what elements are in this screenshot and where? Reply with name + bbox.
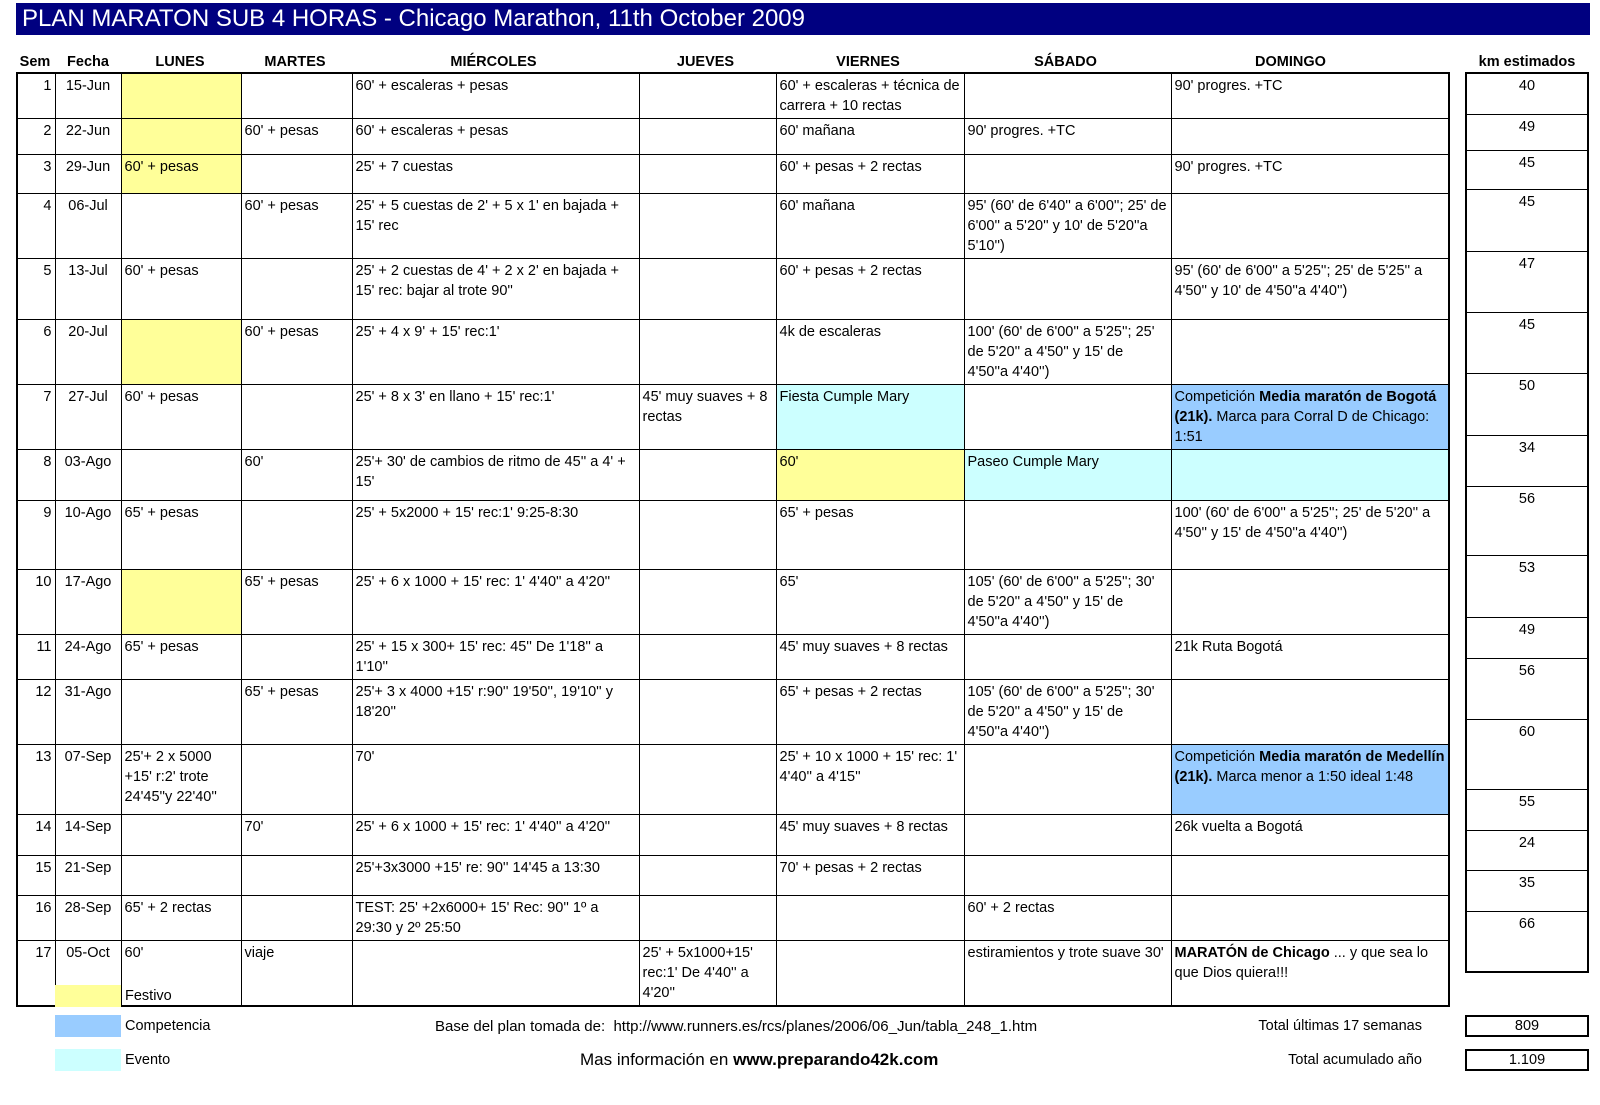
cell-lunes xyxy=(121,450,241,501)
cell-sabado xyxy=(964,385,1171,450)
cell-jueves xyxy=(639,194,776,259)
week-number: 16 xyxy=(17,896,55,941)
week-date: 27-Jul xyxy=(55,385,121,450)
week-date: 29-Jun xyxy=(55,155,121,194)
cell-miercoles: 25'+ 3 x 4000 +15' r:90'' 19'50'', 19'10'' y 18'20'' xyxy=(352,680,639,745)
week-number: 3 xyxy=(17,155,55,194)
cell-viernes: 65' + pesas + 2 rectas xyxy=(776,680,964,745)
marathon-name: MARATÓN de Chicago xyxy=(1174,945,1330,961)
km-estimate-table xyxy=(1465,72,1589,973)
legend-label-festivo: Festivo xyxy=(125,988,172,1004)
cell-jueves xyxy=(639,73,776,119)
cell-sabado: 60' + 2 rectas xyxy=(964,896,1171,941)
week-number: 5 xyxy=(17,259,55,320)
cell-miercoles: 25' + 2 cuestas de 4' + 2 x 2' en bajada + 15' rec: bajar al trote 90'' xyxy=(352,259,639,320)
cell-jueves xyxy=(639,119,776,155)
cell-miercoles: 25' + 5 cuestas de 2' + 5 x 1' en bajada + 15' rec xyxy=(352,194,639,259)
cell-lunes: 65' + 2 rectas xyxy=(121,896,241,941)
cell-jueves xyxy=(639,856,776,896)
table-row xyxy=(17,73,1449,119)
cell-miercoles: 60' + escaleras + pesas xyxy=(352,73,639,119)
week-number: 17 xyxy=(17,941,55,1007)
cell-martes: 65' + pesas xyxy=(241,570,352,635)
plan-source xyxy=(435,1018,1037,1035)
km-value: 55 xyxy=(1466,789,1588,830)
week-date: 21-Sep xyxy=(55,856,121,896)
cell-domingo: 90' progres. +TC xyxy=(1171,155,1449,194)
week-number: 14 xyxy=(17,815,55,856)
table-row xyxy=(17,680,1449,745)
cell-viernes: 60' + pesas + 2 rectas xyxy=(776,155,964,194)
cell-domingo xyxy=(1171,194,1449,259)
week-number: 11 xyxy=(17,635,55,680)
cell-viernes: 65' + pesas xyxy=(776,501,964,570)
cell-lunes xyxy=(121,73,241,119)
cell-martes: 60' + pesas xyxy=(241,194,352,259)
table-row xyxy=(17,856,1449,896)
km-value: 45 xyxy=(1466,189,1588,251)
cell-domingo xyxy=(1171,570,1449,635)
week-number: 10 xyxy=(17,570,55,635)
week-date: 20-Jul xyxy=(55,320,121,385)
table-row xyxy=(17,815,1449,856)
cell-lunes xyxy=(121,856,241,896)
week-date: 03-Ago xyxy=(55,450,121,501)
cell-jueves xyxy=(639,570,776,635)
cell-sabado: 90' progres. +TC xyxy=(964,119,1171,155)
cell-miercoles: 25' + 6 x 1000 + 15' rec: 1' 4'40'' a 4'20'' xyxy=(352,815,639,856)
cell-sabado xyxy=(964,259,1171,320)
table-row xyxy=(17,320,1449,385)
cell-jueves xyxy=(639,155,776,194)
cell-viernes: 60' mañana xyxy=(776,119,964,155)
header-fecha: Fecha xyxy=(67,54,109,70)
more-info-label: Mas información en xyxy=(580,1050,734,1069)
plan-source-label: Base del plan tomada de: xyxy=(435,1018,606,1035)
cell-lunes: 65' + pesas xyxy=(121,635,241,680)
km-value: 56 xyxy=(1466,658,1588,719)
cell-lunes xyxy=(121,570,241,635)
week-date: 05-Oct xyxy=(55,941,121,1007)
competition-prefix: Competición xyxy=(1174,749,1260,765)
cell-domingo: 21k Ruta Bogotá xyxy=(1171,635,1449,680)
cell-domingo xyxy=(1171,856,1449,896)
header-martes: MARTES xyxy=(264,54,326,70)
table-row xyxy=(17,450,1449,501)
cell-lunes: 60' + pesas xyxy=(121,385,241,450)
cell-jueves xyxy=(639,745,776,815)
cell-jueves xyxy=(639,501,776,570)
week-date: 31-Ago xyxy=(55,680,121,745)
cell-viernes: 45' muy suaves + 8 rectas xyxy=(776,635,964,680)
cell-viernes: 70' + pesas + 2 rectas xyxy=(776,856,964,896)
cell-sabado xyxy=(964,745,1171,815)
cell-miercoles: 25' + 8 x 3' en llano + 15' rec:1' xyxy=(352,385,639,450)
table-row xyxy=(17,119,1449,155)
table-row xyxy=(17,194,1449,259)
cell-sabado: 95' (60' de 6'40'' a 6'00''; 25' de 6'00'' a 5'20'' y 10' de 5'20''a 5'10'') xyxy=(964,194,1171,259)
km-value: 49 xyxy=(1466,114,1588,150)
cell-martes: 60' + pesas xyxy=(241,119,352,155)
competition-prefix: Competición xyxy=(1174,389,1260,405)
week-date: 28-Sep xyxy=(55,896,121,941)
km-value: 53 xyxy=(1466,555,1588,617)
cell-lunes xyxy=(121,119,241,155)
cell-lunes xyxy=(121,194,241,259)
legend-swatch-festivo xyxy=(55,985,121,1007)
cell-jueves: 25' + 5x1000+15' rec:1' De 4'40'' a 4'20'' xyxy=(639,941,776,1007)
table-row xyxy=(17,635,1449,680)
cell-miercoles: 25' + 5x2000 + 15' rec:1' 9:25-8:30 xyxy=(352,501,639,570)
total-year-label: Total acumulado año xyxy=(1288,1052,1422,1068)
week-number: 7 xyxy=(17,385,55,450)
cell-sabado xyxy=(964,155,1171,194)
total-17-label: Total últimas 17 semanas xyxy=(1258,1018,1422,1034)
cell-sabado xyxy=(964,73,1171,119)
plan-source-url[interactable]: http://www.runners.es/rcs/planes/2006/06_Jun/tabla_248_1.htm xyxy=(613,1018,1038,1035)
cell-jueves xyxy=(639,896,776,941)
cell-viernes xyxy=(776,896,964,941)
cell-miercoles: 60' + escaleras + pesas xyxy=(352,119,639,155)
cell-sabado: 105' (60' de 6'00'' a 5'25''; 30' de 5'20'' a 4'50'' y 15' de 4'50''a 4'40'') xyxy=(964,570,1171,635)
more-info-site[interactable]: www.preparando42k.com xyxy=(733,1050,939,1069)
cell-martes: 70' xyxy=(241,815,352,856)
cell-martes: 60' + pesas xyxy=(241,320,352,385)
km-value: 45 xyxy=(1466,150,1588,189)
competition-name: Media maratón de Medellín (21k). xyxy=(1174,749,1445,785)
km-value: 56 xyxy=(1466,486,1588,555)
total-year-value: 1.109 xyxy=(1465,1049,1589,1071)
km-value: 35 xyxy=(1466,870,1588,911)
cell-lunes xyxy=(121,320,241,385)
cell-sabado: estiramientos y trote suave 30' xyxy=(964,941,1171,1007)
header-domingo: DOMINGO xyxy=(1255,54,1326,70)
cell-lunes: 65' + pesas xyxy=(121,501,241,570)
km-value: 60 xyxy=(1466,719,1588,789)
cell-miercoles xyxy=(352,941,639,1007)
week-date: 15-Jun xyxy=(55,73,121,119)
week-number: 9 xyxy=(17,501,55,570)
cell-lunes xyxy=(121,680,241,745)
cell-jueves xyxy=(639,320,776,385)
km-value: 24 xyxy=(1466,830,1588,870)
more-info xyxy=(580,1050,938,1070)
cell-viernes: 25' + 10 x 1000 + 15' rec: 1' 4'40'' a 4'15'' xyxy=(776,745,964,815)
cell-martes: viaje xyxy=(241,941,352,1007)
cell-domingo: 100' (60' de 6'00'' a 5'25''; 25' de 5'20'' a 4'50'' y 15' de 4'50''a 4'40'') xyxy=(1171,501,1449,570)
cell-miercoles: TEST: 25' +2x6000+ 15' Rec: 90'' 1º a 29:30 y 2º 25:50 xyxy=(352,896,639,941)
cell-viernes: 4k de escaleras xyxy=(776,320,964,385)
week-date: 24-Ago xyxy=(55,635,121,680)
header-sem: Sem xyxy=(19,54,51,70)
cell-martes xyxy=(241,501,352,570)
week-date: 10-Ago xyxy=(55,501,121,570)
week-date: 14-Sep xyxy=(55,815,121,856)
cell-viernes: 60' + pesas + 2 rectas xyxy=(776,259,964,320)
table-row xyxy=(17,259,1449,320)
cell-domingo xyxy=(1171,450,1449,501)
cell-martes xyxy=(241,73,352,119)
cell-sabado: 105' (60' de 6'00'' a 5'25''; 30' de 5'20'' a 4'50'' y 15' de 4'50''a 4'40'') xyxy=(964,680,1171,745)
cell-martes xyxy=(241,259,352,320)
legend-label-evento: Evento xyxy=(125,1052,171,1068)
table-row xyxy=(17,385,1449,450)
cell-martes xyxy=(241,896,352,941)
week-number: 4 xyxy=(17,194,55,259)
cell-viernes: 45' muy suaves + 8 rectas xyxy=(776,815,964,856)
training-plan-table xyxy=(16,72,1450,1007)
week-date: 06-Jul xyxy=(55,194,121,259)
cell-miercoles: 25' + 4 x 9' + 15' rec:1' xyxy=(352,320,639,385)
cell-lunes: 25'+ 2 x 5000 +15' r:2' trote 24'45''y 22'40'' xyxy=(121,745,241,815)
week-date: 07-Sep xyxy=(55,745,121,815)
cell-domingo xyxy=(1171,680,1449,745)
cell-lunes: 60' + pesas xyxy=(121,259,241,320)
cell-sabado xyxy=(964,635,1171,680)
cell-miercoles: 25' + 6 x 1000 + 15' rec: 1' 4'40'' a 4'20'' xyxy=(352,570,639,635)
cell-martes xyxy=(241,155,352,194)
header-sabado: SÁBADO xyxy=(1034,54,1097,70)
cell-jueves: 45' muy suaves + 8 rectas xyxy=(639,385,776,450)
week-number: 15 xyxy=(17,856,55,896)
cell-domingo xyxy=(1171,385,1449,450)
week-number: 12 xyxy=(17,680,55,745)
km-value: 50 xyxy=(1466,373,1588,435)
km-value: 66 xyxy=(1466,911,1588,972)
total-17-value: 809 xyxy=(1465,1015,1589,1037)
cell-jueves xyxy=(639,815,776,856)
cell-viernes: 60' mañana xyxy=(776,194,964,259)
cell-domingo: 26k vuelta a Bogotá xyxy=(1171,815,1449,856)
cell-domingo xyxy=(1171,119,1449,155)
marathon-note: ... y que sea lo que Dios quiera!!! xyxy=(1174,945,1429,981)
km-value: 45 xyxy=(1466,312,1588,373)
table-row xyxy=(17,896,1449,941)
header-lunes: LUNES xyxy=(155,54,205,70)
cell-martes xyxy=(241,745,352,815)
table-row xyxy=(17,745,1449,815)
competition-note: Marca menor a 1:50 ideal 1:48 xyxy=(1212,769,1414,785)
cell-viernes: 65' xyxy=(776,570,964,635)
week-date: 17-Ago xyxy=(55,570,121,635)
table-row xyxy=(17,570,1449,635)
week-number: 2 xyxy=(17,119,55,155)
page-title: PLAN MARATON SUB 4 HORAS - Chicago Marathon, 11th October 2009 xyxy=(16,3,1590,35)
legend-swatch-competencia xyxy=(55,1015,121,1037)
cell-jueves xyxy=(639,635,776,680)
cell-sabado: Paseo Cumple Mary xyxy=(964,450,1171,501)
cell-sabado xyxy=(964,815,1171,856)
week-number: 13 xyxy=(17,745,55,815)
cell-viernes: 60' + escaleras + técnica de carrera + 10 rectas xyxy=(776,73,964,119)
km-value: 34 xyxy=(1466,435,1588,486)
cell-domingo xyxy=(1171,941,1449,1007)
week-number: 6 xyxy=(17,320,55,385)
legend-swatch-evento xyxy=(55,1049,121,1071)
cell-martes: 65' + pesas xyxy=(241,680,352,745)
km-value: 49 xyxy=(1466,617,1588,658)
competition-note: Marca para Corral D de Chicago: 1:51 xyxy=(1174,409,1430,445)
header-miercoles: MIÉRCOLES xyxy=(450,54,537,70)
cell-sabado xyxy=(964,856,1171,896)
cell-domingo xyxy=(1171,745,1449,815)
table-row xyxy=(17,155,1449,194)
table-row xyxy=(17,941,1449,1007)
cell-viernes xyxy=(776,941,964,1007)
cell-jueves xyxy=(639,450,776,501)
cell-sabado xyxy=(964,501,1171,570)
cell-domingo xyxy=(1171,320,1449,385)
header-km: km estimados xyxy=(1478,54,1576,70)
week-date: 13-Jul xyxy=(55,259,121,320)
week-number: 8 xyxy=(17,450,55,501)
competition-name: Media maratón de Bogotá (21k). xyxy=(1174,389,1437,425)
cell-martes xyxy=(241,635,352,680)
cell-martes: 60' xyxy=(241,450,352,501)
cell-miercoles: 25' + 15 x 300+ 15' rec: 45'' De 1'18'' a 1'10'' xyxy=(352,635,639,680)
km-value: 47 xyxy=(1466,251,1588,312)
cell-jueves xyxy=(639,259,776,320)
cell-lunes: 60' xyxy=(121,941,241,1007)
table-row xyxy=(17,501,1449,570)
cell-domingo: 95' (60' de 6'00'' a 5'25''; 25' de 5'25'' a 4'50'' y 10' de 4'50''a 4'40'') xyxy=(1171,259,1449,320)
cell-jueves xyxy=(639,680,776,745)
week-date: 22-Jun xyxy=(55,119,121,155)
km-value: 40 xyxy=(1466,73,1588,114)
header-viernes: VIERNES xyxy=(836,54,900,70)
cell-miercoles: 25'+3x3000 +15' re: 90'' 14'45 a 13:30 xyxy=(352,856,639,896)
legend-label-competencia: Competencia xyxy=(125,1018,211,1034)
cell-martes xyxy=(241,385,352,450)
cell-lunes: 60' + pesas xyxy=(121,155,241,194)
cell-miercoles: 70' xyxy=(352,745,639,815)
cell-miercoles: 25' + 7 cuestas xyxy=(352,155,639,194)
week-number: 1 xyxy=(17,73,55,119)
cell-domingo: 90' progres. +TC xyxy=(1171,73,1449,119)
cell-domingo xyxy=(1171,896,1449,941)
cell-miercoles: 25'+ 30' de cambios de ritmo de 45'' a 4' + 15' xyxy=(352,450,639,501)
cell-lunes xyxy=(121,815,241,856)
cell-sabado: 100' (60' de 6'00'' a 5'25''; 25' de 5'20'' a 4'50'' y 15' de 4'50''a 4'40'') xyxy=(964,320,1171,385)
cell-viernes: 60' xyxy=(776,450,964,501)
cell-martes xyxy=(241,856,352,896)
cell-viernes: Fiesta Cumple Mary xyxy=(776,385,964,450)
header-jueves: JUEVES xyxy=(676,54,735,70)
